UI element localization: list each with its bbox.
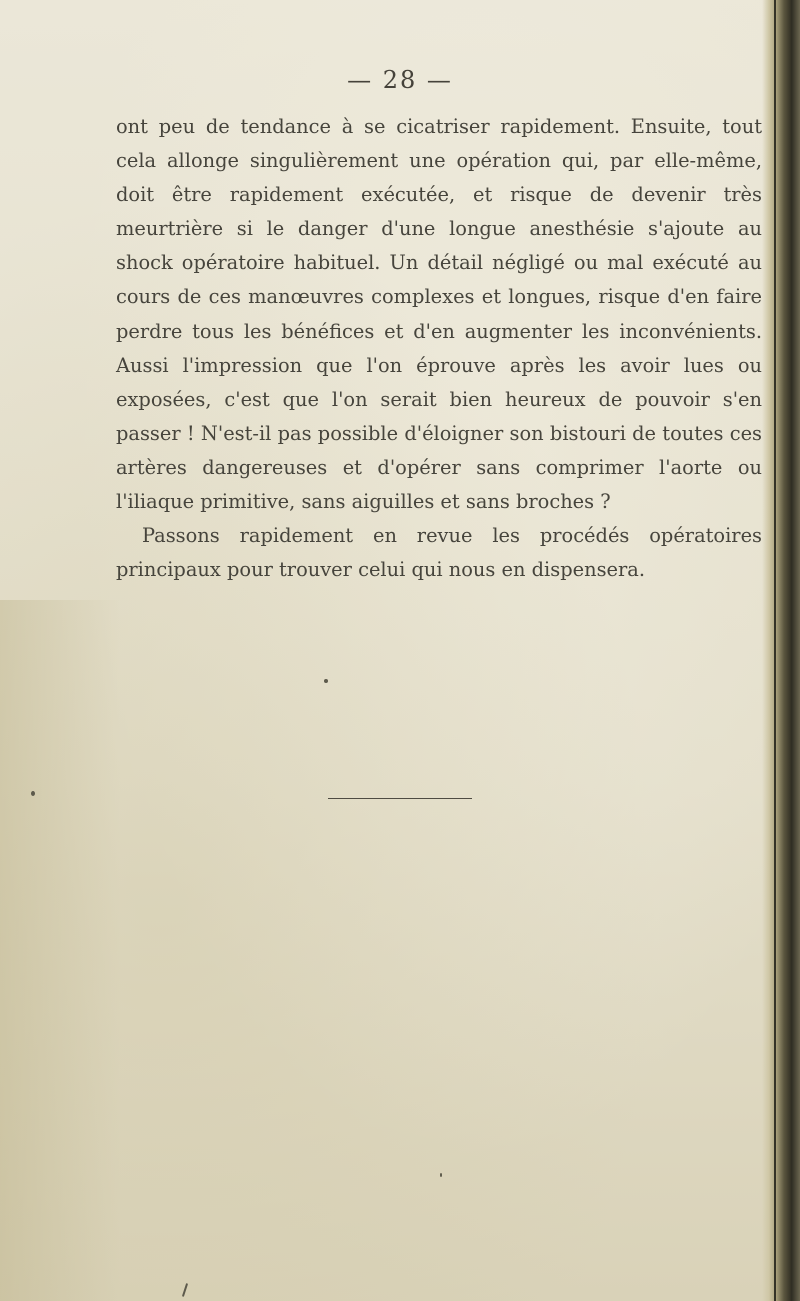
paper-speck: [440, 1173, 442, 1177]
body-text: [116, 110, 762, 587]
paper-shading: [0, 600, 120, 1301]
paragraph-2: Passons rapidement en revue les procédés opératoires principaux pour trouver celui qui nous en dispensera.: [116, 524, 762, 582]
paper-speck: [324, 679, 328, 683]
binding-edge: [762, 0, 800, 1301]
paragraph-1: ont peu de tendance à se cicatriser rapidement. Ensuite, tout cela allonge singulièrement une opération qui, par elle-même, doit être rapidement exécutée, et risque de devenir très meurtrière si le danger d'une longue anesthésie s'ajoute au shock opératoire habituel. Un détail négligé ou mal exécuté au cours de ces manœuvres complexes et longues, risque d'en faire perdre tous les bénéfices et d'en augmenter les inconvénients. Aussi l'impression que l'on éprouve après les avoir lues ou exposées, c'est que l'on serait bien heureux de pouvoir s'en passer ! N'est-il pas possible d'éloigner son bistouri de toutes ces artères dangereuses et d'opérer sans comprimer l'aorte ou l'iliaque primitive, sans aiguilles et sans broches ?: [116, 115, 762, 514]
binding-line: [774, 0, 776, 1301]
page-number: — 28 —: [347, 66, 453, 94]
separator-rule: [328, 798, 472, 799]
paper-speck: [182, 1283, 188, 1297]
paper-speck: [31, 791, 35, 796]
